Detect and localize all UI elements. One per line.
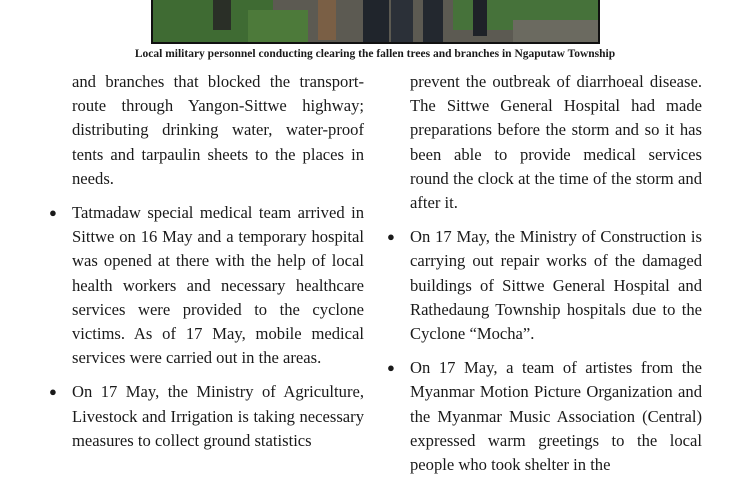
bullet-icon: ● (387, 229, 395, 245)
news-photo (151, 0, 600, 44)
paragraph-continuation: and branches that blocked the transport-route through Yangon-Sittwe highway; distributing drinking water, water-proof tents and tarpaulin sheets to the places in needs. (72, 72, 364, 188)
bullet-icon: ● (49, 205, 57, 221)
bullet-list (387, 225, 702, 477)
bullet-icon: ● (387, 360, 395, 376)
list-item (49, 380, 364, 453)
list-item (387, 225, 702, 346)
list-item (387, 356, 702, 477)
left-column (49, 70, 364, 453)
photo-caption: Local military personnel conducting clearing the fallen trees and branches in Ngaputaw Township (134, 48, 616, 60)
list-item (49, 201, 364, 370)
list-item-text: Tatmadaw special medical team arrived in Sittwe on 16 May and a temporary hospital was opened at there with the help of local health workers and necessary healthcare services were provided to the cyclone victims. As of 17 May, mobile medical services were carried out in the areas. (72, 203, 364, 368)
list-item-text: On 17 May, the Ministry of Construction is carrying out repair works of the damaged buildings of Sittwe General Hospital and Rathedaung Township hospitals due to the Cyclone “Mocha”. (410, 227, 702, 344)
paragraph-continuation: prevent the outbreak of diarrhoeal disease. The Sittwe General Hospital had made preparations before the storm and so it has been able to provide medical services round the clock at the time of the storm and after it. (410, 72, 702, 213)
list-item-text: On 17 May, a team of artistes from the Myanmar Motion Picture Organization and the Myanmar Music Association (Central) expressed warm greetings to the local people who took shelter in the (410, 358, 702, 475)
bullet-icon: ● (49, 384, 57, 400)
bullet-list (49, 201, 364, 453)
list-item-text: On 17 May, the Ministry of Agriculture, Livestock and Irrigation is taking necessary measures to collect ground statistics (72, 382, 364, 450)
right-column (387, 70, 702, 477)
photo-scene (153, 0, 600, 44)
